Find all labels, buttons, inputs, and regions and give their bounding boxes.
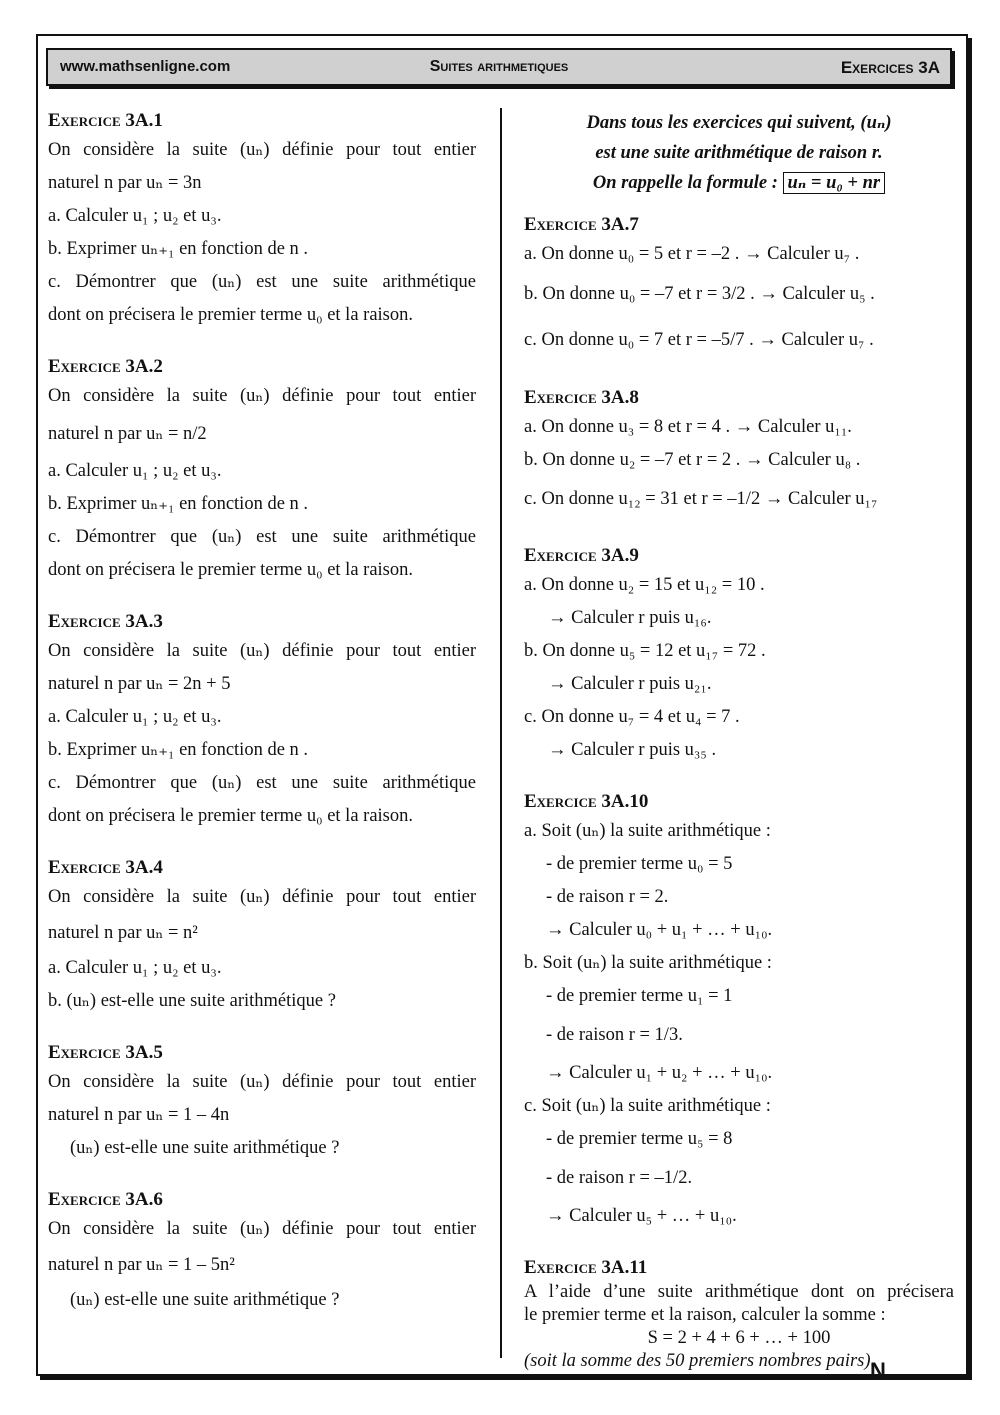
intro-line: Dans tous les exercices qui suivent, (uₙ) bbox=[586, 113, 892, 133]
exercise-line: naturel n par uₙ = n/2 bbox=[48, 424, 207, 444]
intro-formula-label: On rappelle la formule : bbox=[592, 173, 778, 193]
question-c-task: → Calculer u₅ + … + u₁₀. bbox=[546, 1206, 737, 1226]
site-url: www.mathsenligne.com bbox=[60, 58, 231, 75]
page-header bbox=[46, 48, 952, 86]
exercise-3a6 bbox=[48, 1187, 476, 1317]
exercise-3a3 bbox=[48, 609, 476, 833]
question-b-task: → Calculer u₁ + u₂ + … + u₁₀. bbox=[546, 1063, 773, 1083]
exercise-title: Exercice 3A.4 bbox=[48, 857, 163, 878]
exercise-title: Exercice 3A.2 bbox=[48, 356, 163, 377]
header-title: Suites arithmetiques bbox=[429, 58, 569, 75]
exercise-title: Exercice 3A.11 bbox=[524, 1257, 648, 1278]
question-a-item: - de premier terme u₀ = 5 bbox=[546, 854, 733, 874]
exercise-title: Exercice 3A.6 bbox=[48, 1189, 163, 1210]
question-b-item: - de raison r = 1/3. bbox=[546, 1025, 683, 1045]
exercise-note: (soit la somme des 50 premiers nombres pairs). bbox=[524, 1351, 876, 1371]
question-b: b. On donne u₂ = –7 et r = 2 . → Calculer u₈ . bbox=[524, 450, 861, 470]
exercise-line: naturel n par uₙ = n² bbox=[48, 923, 198, 943]
exercise-title: Exercice 3A.5 bbox=[48, 1042, 163, 1063]
exercise-line: A l’aide d’une suite arithmétique dont on précisera bbox=[524, 1282, 954, 1302]
question: (uₙ) est-elle une suite arithmétique ? bbox=[70, 1138, 340, 1158]
question-a: a. Soit (uₙ) la suite arithmétique : bbox=[524, 821, 771, 841]
question-b: b. (uₙ) est-elle une suite arithmétique ? bbox=[48, 991, 336, 1011]
exercise-3a2 bbox=[48, 354, 476, 587]
question-b: b. Soit (uₙ) la suite arithmétique : bbox=[524, 953, 772, 973]
question-a: a. On donne u₃ = 8 et r = 4 . → Calculer u₁₁. bbox=[524, 417, 852, 437]
question-a: a. Calculer u₁ ; u₂ et u₃. bbox=[48, 958, 222, 978]
question-c: c. Démontrer que (uₙ) est une suite arithmétique bbox=[48, 527, 476, 547]
exercise-3a9 bbox=[524, 543, 954, 767]
question-b: b. Exprimer uₙ₊₁ en fonction de n . bbox=[48, 239, 309, 259]
intro-line bbox=[524, 168, 954, 198]
exercise-line: On considère la suite (uₙ) définie pour tout entier bbox=[48, 140, 476, 160]
exercise-title: Exercice 3A.1 bbox=[48, 110, 163, 131]
exercise-line: On considère la suite (uₙ) définie pour tout entier bbox=[48, 386, 476, 406]
question: (uₙ) est-elle une suite arithmétique ? bbox=[70, 1290, 340, 1310]
exercise-title: Exercice 3A.10 bbox=[524, 791, 649, 812]
exercise-3a7 bbox=[524, 212, 954, 363]
exercise-3a10 bbox=[524, 789, 954, 1233]
question-c-cont: dont on précisera le premier terme u₀ et la raison. bbox=[48, 305, 413, 325]
exercise-3a5 bbox=[48, 1040, 476, 1165]
exercise-title: Exercice 3A.7 bbox=[524, 214, 639, 235]
exercise-line: On considère la suite (uₙ) définie pour tout entier bbox=[48, 887, 476, 907]
question-a-task: → Calculer r puis u₁₆. bbox=[548, 608, 712, 628]
question-c-item: - de premier terme u₅ = 8 bbox=[546, 1129, 733, 1149]
exercise-title: Exercice 3A.3 bbox=[48, 611, 163, 632]
question-b: b. Exprimer uₙ₊₁ en fonction de n . bbox=[48, 740, 309, 760]
question-c-item: - de raison r = –1/2. bbox=[546, 1168, 693, 1188]
question-c-cont: dont on précisera le premier terme u₀ et la raison. bbox=[48, 806, 413, 826]
exercise-3a1 bbox=[48, 108, 476, 332]
exercise-line: On considère la suite (uₙ) définie pour tout entier bbox=[48, 1219, 476, 1239]
intro-line: est une suite arithmétique de raison r. bbox=[595, 143, 883, 163]
question-c: c. On donne u₁₂ = 31 et r = –1/2 → Calculer u₁₇ bbox=[524, 489, 878, 509]
exercise-line: naturel n par uₙ = 2n + 5 bbox=[48, 674, 231, 694]
intro-box bbox=[524, 108, 954, 198]
question-c: c. On donne u₇ = 4 et u₄ = 7 . bbox=[524, 707, 740, 727]
question-c-task: → Calculer r puis u₃₅ . bbox=[548, 740, 717, 760]
sum-expression: S = 2 + 4 + 6 + … + 100 bbox=[647, 1328, 831, 1348]
question-c-cont: dont on précisera le premier terme u₀ et la raison. bbox=[48, 560, 413, 580]
question-c: c. Soit (uₙ) la suite arithmétique : bbox=[524, 1096, 771, 1116]
question-b: b. On donne u₅ = 12 et u₁₇ = 72 . bbox=[524, 641, 766, 661]
question-a-item: - de raison r = 2. bbox=[546, 887, 669, 907]
question-b-item: - de premier terme u₁ = 1 bbox=[546, 986, 733, 1006]
left-column bbox=[48, 108, 476, 1339]
exercise-line: On considère la suite (uₙ) définie pour tout entier bbox=[48, 641, 476, 661]
exercise-line: naturel n par uₙ = 1 – 5n² bbox=[48, 1255, 235, 1275]
question-c: c. Démontrer que (uₙ) est une suite arithmétique bbox=[48, 773, 476, 793]
question-a: a. On donne u₂ = 15 et u₁₂ = 10 . bbox=[524, 575, 765, 595]
question-a: a. Calculer u₁ ; u₂ et u₃. bbox=[48, 206, 222, 226]
question-b-task: → Calculer r puis u₂₁. bbox=[548, 674, 712, 694]
question-a: a. Calculer u₁ ; u₂ et u₃. bbox=[48, 461, 222, 481]
question-c: c. On donne u₀ = 7 et r = –5/7 . → Calculer u₇ . bbox=[524, 330, 874, 350]
question-b: b. Exprimer uₙ₊₁ en fonction de n . bbox=[48, 494, 309, 514]
corner-mark: N bbox=[870, 1358, 886, 1383]
exercise-line: naturel n par uₙ = 3n bbox=[48, 173, 202, 193]
exercise-title: Exercice 3A.8 bbox=[524, 387, 639, 408]
question-a: a. Calculer u₁ ; u₂ et u₃. bbox=[48, 707, 222, 727]
question-a-task: → Calculer u₀ + u₁ + … + u₁₀. bbox=[546, 920, 773, 940]
exercise-code: Exercices 3A bbox=[840, 58, 940, 77]
exercise-3a8 bbox=[524, 385, 954, 521]
exercise-line: naturel n par uₙ = 1 – 4n bbox=[48, 1105, 230, 1125]
exercise-line: On considère la suite (uₙ) définie pour tout entier bbox=[48, 1072, 476, 1092]
exercise-3a11 bbox=[524, 1255, 954, 1373]
question-b: b. On donne u₀ = –7 et r = 3/2 . → Calculer u₅ . bbox=[524, 284, 875, 304]
formula-box: uₙ = u₀ + nr bbox=[783, 172, 886, 194]
question-a: a. On donne u₀ = 5 et r = –2 . → Calculer u₇ . bbox=[524, 244, 860, 264]
exercise-line: le premier terme et la raison, calculer la somme : bbox=[524, 1305, 886, 1325]
exercise-3a4 bbox=[48, 855, 476, 1018]
exercise-title: Exercice 3A.9 bbox=[524, 545, 639, 566]
question-c: c. Démontrer que (uₙ) est une suite arithmétique bbox=[48, 272, 476, 292]
column-divider bbox=[500, 108, 502, 1358]
right-column bbox=[524, 108, 954, 1395]
